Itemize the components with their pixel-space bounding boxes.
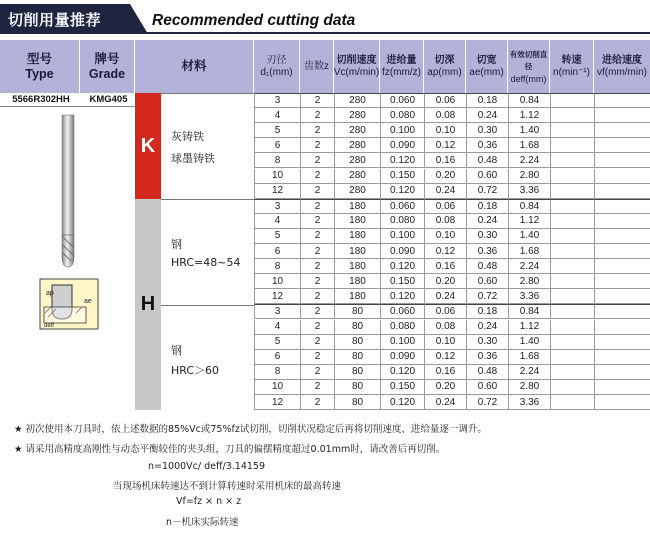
table-cell: 2	[300, 259, 334, 274]
table-cell: 0.090	[380, 138, 424, 153]
table-cell	[594, 244, 650, 259]
table-cell: 0.84	[508, 93, 550, 108]
table-cell: 6	[254, 138, 300, 153]
table-cell: 0.72	[466, 395, 508, 410]
table-cell: 6	[254, 244, 300, 259]
table-row	[254, 244, 650, 258]
table-cell: 0.36	[466, 244, 508, 259]
table-cell	[550, 229, 594, 244]
note-1: ★ 初次使用本刀具时，依上述数据的85%Vc或75%fz试切削，切削状况稳定后再将切削速度、进给量逐一调升。	[14, 424, 487, 435]
table-cell	[550, 380, 594, 395]
title-bar	[0, 0, 650, 36]
table-cell: 0.30	[466, 335, 508, 350]
diagram-deff-label: deff	[44, 323, 54, 329]
table-cell: 0.08	[424, 320, 466, 335]
table-row	[254, 93, 650, 107]
table-cell: 0.12	[424, 138, 466, 153]
table-cell	[550, 93, 594, 108]
header-ap-en: ap(mm)	[427, 66, 462, 78]
table-cell	[550, 199, 594, 214]
header-grade	[80, 40, 135, 93]
table-cell: 0.84	[508, 304, 550, 319]
table-cell: 180	[334, 274, 380, 289]
table-cell	[550, 350, 594, 365]
table-cell: 4	[254, 214, 300, 229]
table-cell: 1.68	[508, 350, 550, 365]
table-row	[254, 320, 650, 334]
table-cell: 0.18	[466, 199, 508, 214]
table-cell	[594, 380, 650, 395]
table-cell: 0.080	[380, 214, 424, 229]
table-cell: 3.36	[508, 184, 550, 199]
header-d1	[254, 40, 300, 93]
table-cell	[594, 289, 650, 304]
table-cell: 0.24	[466, 108, 508, 123]
category-k-label: K	[140, 134, 156, 157]
table-cell: 280	[334, 184, 380, 199]
table-cell: 0.100	[380, 229, 424, 244]
table-cell: 0.120	[380, 259, 424, 274]
table-cell: 0.36	[466, 350, 508, 365]
table-cell: 1.40	[508, 335, 550, 350]
material-group-2	[161, 199, 254, 305]
table-cell: 0.100	[380, 335, 424, 350]
table-cell: 0.08	[424, 108, 466, 123]
table-cell: 0.48	[466, 365, 508, 380]
table-cell: 1.12	[508, 108, 550, 123]
tool-illustration	[0, 107, 135, 410]
table-cell: 2	[300, 395, 334, 410]
table-row	[254, 274, 650, 288]
table-cell: 8	[254, 153, 300, 168]
table-cell: 180	[334, 199, 380, 214]
table-cell: 0.60	[466, 380, 508, 395]
table-cell: 0.24	[424, 184, 466, 199]
table-cell: 0.100	[380, 123, 424, 138]
table-cell: 2	[300, 199, 334, 214]
table-cell: 180	[334, 289, 380, 304]
formula-note: 当现场机床转速达不到计算转速时采用机床的最高转速	[113, 481, 342, 492]
table-cell: 0.84	[508, 199, 550, 214]
table-cell	[550, 169, 594, 184]
table-cell: 0.48	[466, 153, 508, 168]
table-cell: 10	[254, 380, 300, 395]
table-cell	[594, 320, 650, 335]
table-cell	[550, 214, 594, 229]
table-cell: 0.060	[380, 93, 424, 108]
table-cell: 2	[300, 350, 334, 365]
table-cell: 3	[254, 93, 300, 108]
table-row	[254, 169, 650, 183]
table-cell: 0.120	[380, 289, 424, 304]
table-cell: 10	[254, 274, 300, 289]
table-cell: 2	[300, 93, 334, 108]
table-cell	[550, 335, 594, 350]
header-n-cn: 转速	[561, 54, 582, 66]
table-cell	[594, 335, 650, 350]
table-cell: 2.80	[508, 169, 550, 184]
table-cell: 2	[300, 289, 334, 304]
table-row	[254, 350, 650, 364]
header-d1-cn: 刃径	[266, 54, 287, 66]
header-ae-cn: 切宽	[476, 54, 497, 66]
table-cell	[594, 350, 650, 365]
table-row	[254, 380, 650, 394]
table-cell	[550, 259, 594, 274]
header-fz-cn: 进给量	[386, 54, 417, 66]
header-ap-cn: 切深	[434, 54, 455, 66]
category-h	[135, 199, 161, 410]
table-row	[254, 229, 650, 243]
header-z	[300, 40, 334, 93]
table-cell: 0.72	[466, 289, 508, 304]
table-cell: 1.68	[508, 138, 550, 153]
table-cell: 3.36	[508, 289, 550, 304]
table-cell: 0.060	[380, 304, 424, 319]
header-vf-cn: 进给速度	[602, 54, 642, 66]
category-k	[135, 93, 161, 199]
table-cell: 1.12	[508, 214, 550, 229]
table-cell: 3	[254, 304, 300, 319]
header-vc-cn: 切削速度	[336, 54, 377, 66]
table-cell: 2	[300, 365, 334, 380]
table-cell: 280	[334, 169, 380, 184]
header-ap	[424, 40, 466, 93]
table-cell: 2	[300, 335, 334, 350]
table-cell: 0.18	[466, 93, 508, 108]
table-row	[254, 108, 650, 122]
table-cell: 80	[334, 335, 380, 350]
table-cell	[594, 199, 650, 214]
table-cell: 4	[254, 108, 300, 123]
table-cell	[550, 304, 594, 319]
table-row	[254, 289, 650, 303]
header-material-label: 材料	[181, 59, 207, 73]
header-fz-en: fz(mm/z)	[382, 66, 421, 78]
table-cell: 0.06	[424, 93, 466, 108]
material-3-line-1: 钢	[171, 344, 182, 357]
table-row	[254, 304, 650, 318]
header-deff	[508, 40, 550, 93]
table-cell: 0.48	[466, 259, 508, 274]
table-cell: 0.10	[424, 123, 466, 138]
table-cell: 0.16	[424, 365, 466, 380]
table-cell: 0.16	[424, 153, 466, 168]
table-cell: 2	[300, 214, 334, 229]
table-cell: 0.080	[380, 108, 424, 123]
table-cell: 2	[300, 184, 334, 199]
table-cell: 8	[254, 259, 300, 274]
table-cell: 2	[300, 380, 334, 395]
material-group-1	[161, 93, 254, 199]
table-cell: 0.24	[424, 289, 466, 304]
table-cell: 0.30	[466, 123, 508, 138]
table-cell: 0.16	[424, 259, 466, 274]
table-row	[254, 395, 650, 409]
table-cell: 0.36	[466, 138, 508, 153]
header-deff-en: deff(mm)	[510, 73, 547, 84]
table-cell: 280	[334, 138, 380, 153]
table-cell	[594, 169, 650, 184]
table-cell: 280	[334, 93, 380, 108]
header-deff-cn: 有效切削直径	[509, 49, 548, 71]
table-cell: 0.120	[380, 395, 424, 410]
material-2-line-1: 钢	[171, 238, 182, 251]
table-cell	[550, 138, 594, 153]
table-row	[254, 184, 650, 198]
table-cell: 8	[254, 365, 300, 380]
table-cell	[594, 365, 650, 380]
table-cell: 2	[300, 108, 334, 123]
table-cell: 0.120	[380, 184, 424, 199]
table-cell: 0.090	[380, 350, 424, 365]
table-cell: 80	[334, 304, 380, 319]
table-cell: 80	[334, 395, 380, 410]
table-cell: 2	[300, 153, 334, 168]
table-cell: 1.40	[508, 123, 550, 138]
header-ae	[466, 40, 508, 93]
material-1-line-2: 球墨铸铁	[171, 152, 215, 165]
table-cell: 5	[254, 229, 300, 244]
table-cell: 0.150	[380, 274, 424, 289]
table-cell: 0.12	[424, 244, 466, 259]
formula-feed: Vf=fz × n × z	[176, 496, 242, 507]
table-cell	[594, 214, 650, 229]
table-cell: 80	[334, 380, 380, 395]
table-cell	[550, 320, 594, 335]
material-group-3	[161, 305, 254, 410]
ball-end-mill-icon	[0, 107, 135, 410]
table-cell	[550, 153, 594, 168]
table-cell: 2	[300, 169, 334, 184]
table-cell: 2	[300, 123, 334, 138]
header-d1-en: d₁(mm)	[260, 66, 293, 78]
header-vf-en: vf(mm/min)	[597, 66, 647, 78]
header-grade-en: Grade	[88, 66, 126, 81]
table-cell: 0.08	[424, 214, 466, 229]
table-cell	[594, 274, 650, 289]
table-cell: 80	[334, 350, 380, 365]
table-cell: 2	[300, 320, 334, 335]
table-cell	[550, 244, 594, 259]
table-cell	[550, 395, 594, 410]
table-cell: 2.80	[508, 274, 550, 289]
table-cell: 0.120	[380, 365, 424, 380]
table-cell: 0.10	[424, 229, 466, 244]
header-z-label: 齿数z	[304, 60, 329, 72]
table-cell	[550, 289, 594, 304]
table-cell	[594, 108, 650, 123]
table-cell: 2.24	[508, 365, 550, 380]
header-material	[135, 40, 254, 93]
table-cell: 0.20	[424, 380, 466, 395]
table-cell: 0.090	[380, 244, 424, 259]
table-cell: 180	[334, 259, 380, 274]
table-cell: 0.10	[424, 335, 466, 350]
table-cell: 0.20	[424, 274, 466, 289]
header-n-en: n(min⁻¹)	[553, 66, 590, 78]
table-cell: 0.72	[466, 184, 508, 199]
header-fz	[380, 40, 424, 93]
header-ae-en: ae(mm)	[469, 66, 504, 78]
header-type-cn: 型号	[26, 51, 52, 66]
material-1-line-1: 灰铸铁	[171, 130, 204, 143]
table-cell: 1.40	[508, 229, 550, 244]
header-type	[0, 40, 80, 93]
table-cell: 5	[254, 123, 300, 138]
material-2-line-2: HRC=48~54	[171, 256, 241, 269]
header-vc-en: Vc(m/min)	[333, 66, 380, 78]
table-cell: 2	[300, 274, 334, 289]
table-cell: 0.30	[466, 229, 508, 244]
table-row	[254, 214, 650, 228]
table-cell	[550, 274, 594, 289]
table-cell	[550, 123, 594, 138]
table-cell: 280	[334, 153, 380, 168]
table-row	[254, 199, 650, 213]
table-cell: 0.150	[380, 380, 424, 395]
table-row	[254, 138, 650, 152]
formula-n-def: n－机床实际转速	[166, 517, 239, 528]
table-cell: 1.68	[508, 244, 550, 259]
table-cell: 3.36	[508, 395, 550, 410]
table-cell	[594, 259, 650, 274]
product-type: 5566R302HH	[0, 93, 82, 107]
header-grade-cn: 牌号	[94, 51, 120, 66]
table-cell: 0.060	[380, 199, 424, 214]
table-cell: 180	[334, 214, 380, 229]
header-type-en: Type	[25, 66, 54, 81]
table-cell	[550, 108, 594, 123]
table-cell: 0.24	[466, 320, 508, 335]
table-cell: 2	[300, 244, 334, 259]
table-cell: 0.120	[380, 153, 424, 168]
table-cell: 4	[254, 320, 300, 335]
table-cell: 0.60	[466, 274, 508, 289]
table-cell: 0.06	[424, 304, 466, 319]
table-cell: 3	[254, 199, 300, 214]
title-en: Recommended cutting data	[152, 12, 356, 29]
table-cell	[550, 184, 594, 199]
table-cell: 2.24	[508, 259, 550, 274]
table-cell: 280	[334, 108, 380, 123]
table-cell: 0.24	[466, 214, 508, 229]
product-grade: KMG405	[82, 93, 135, 107]
table-cell	[594, 229, 650, 244]
formula-rpm: n=1000Vc/ deff/3.14159	[148, 461, 266, 472]
table-cell: 180	[334, 229, 380, 244]
table-cell: 2.80	[508, 380, 550, 395]
header-vf	[594, 40, 650, 93]
title-underline	[146, 32, 650, 34]
table-cell	[594, 184, 650, 199]
table-cell: 280	[334, 123, 380, 138]
table-row	[254, 259, 650, 273]
table-cell: 2	[300, 304, 334, 319]
table-cell: 180	[334, 244, 380, 259]
table-cell: 2	[300, 138, 334, 153]
table-cell: 0.20	[424, 169, 466, 184]
table-cell: 12	[254, 395, 300, 410]
table-cell: 0.12	[424, 350, 466, 365]
table-cell	[594, 304, 650, 319]
table-cell	[594, 123, 650, 138]
table-cell: 0.150	[380, 169, 424, 184]
category-h-label: H	[140, 293, 156, 315]
table-cell	[594, 93, 650, 108]
table-cell: 12	[254, 184, 300, 199]
table-row	[254, 123, 650, 137]
note-2: ★ 请采用高精度高刚性与动态平衡较佳的夹头组，刀具的偏摆精度超过0.01mm时，请改善后再切削。	[14, 444, 446, 455]
diagram-ae-label: ae	[84, 298, 92, 305]
table-cell: 0.18	[466, 304, 508, 319]
table-row	[254, 153, 650, 167]
table-cell: 6	[254, 350, 300, 365]
table-cell	[550, 365, 594, 380]
table-cell	[594, 153, 650, 168]
title-cn: 切削用量推荐	[8, 11, 102, 29]
table-cell: 0.60	[466, 169, 508, 184]
table-cell	[594, 395, 650, 410]
table-cell: 5	[254, 335, 300, 350]
table-row	[254, 335, 650, 349]
header-n	[550, 40, 594, 93]
table-cell: 1.12	[508, 320, 550, 335]
table-cell: 12	[254, 289, 300, 304]
table-cell: 2.24	[508, 153, 550, 168]
table-cell: 80	[334, 365, 380, 380]
header-vc	[334, 40, 380, 93]
table-cell: 0.06	[424, 199, 466, 214]
diagram-ap-label: ap	[46, 290, 54, 297]
table-cell: 0.080	[380, 320, 424, 335]
table-cell: 0.24	[424, 395, 466, 410]
table-row	[254, 365, 650, 379]
table-cell	[594, 138, 650, 153]
table-cell: 80	[334, 320, 380, 335]
material-3-line-2: HRC＞60	[171, 364, 220, 377]
table-cell: 10	[254, 169, 300, 184]
table-cell: 2	[300, 229, 334, 244]
